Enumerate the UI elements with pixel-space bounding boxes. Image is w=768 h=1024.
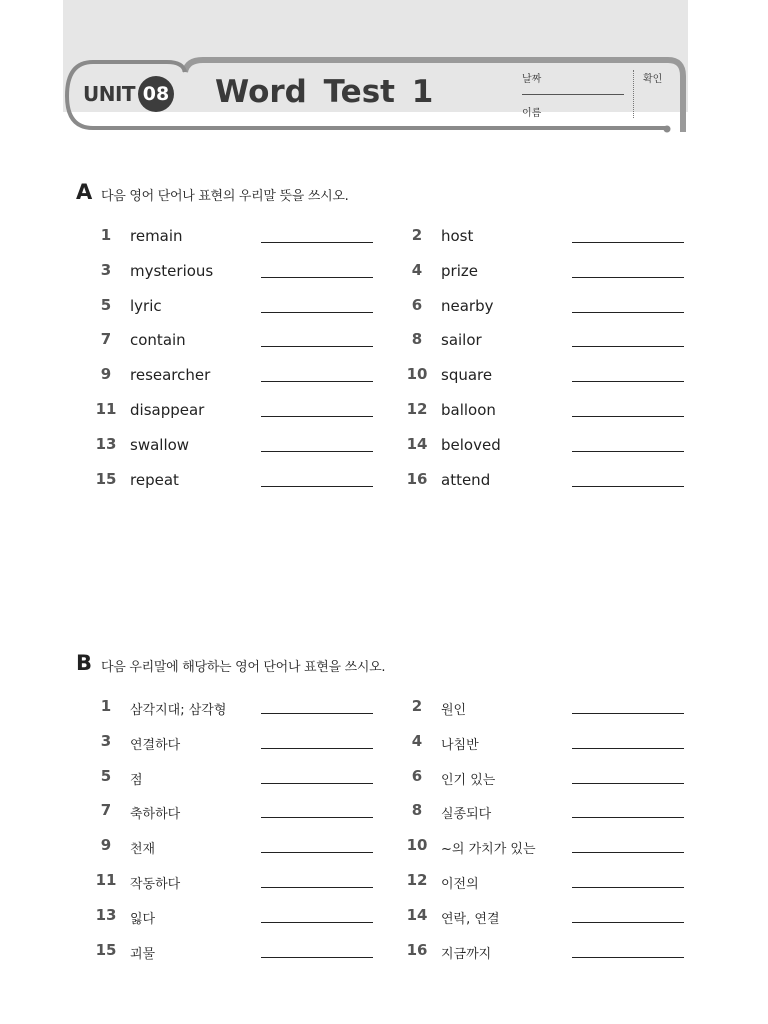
unit-label: UNIT	[83, 82, 136, 106]
item-prompt: 괴물	[130, 946, 156, 962]
item-prompt: beloved	[441, 435, 501, 454]
item-prompt: 잃다	[130, 911, 156, 927]
item-number: 15	[95, 469, 117, 488]
item-number: 6	[411, 295, 423, 314]
section-b-letter: B	[76, 651, 93, 675]
item-number: 16	[406, 469, 428, 488]
item-number: 14	[406, 905, 428, 924]
item-prompt: 이전의	[441, 877, 479, 892]
item-prompt: square	[441, 366, 493, 385]
item-prompt: 지금까지	[441, 946, 492, 962]
item-prompt: 작동하다	[130, 877, 181, 892]
item-number: 1	[100, 226, 112, 244]
answer-blank[interactable]	[572, 783, 684, 784]
item-number: 5	[100, 295, 112, 314]
item-prompt: mysterious	[130, 261, 214, 280]
item-number: 9	[100, 836, 112, 855]
item-prompt: 축하하다	[130, 807, 181, 823]
answer-blank[interactable]	[261, 451, 373, 452]
answer-blank[interactable]	[572, 242, 684, 243]
item-number: 10	[406, 836, 428, 855]
answer-blank[interactable]	[572, 713, 684, 714]
answer-blank[interactable]	[572, 416, 684, 417]
answer-blank[interactable]	[261, 346, 373, 347]
item-prompt: host	[441, 227, 474, 245]
item-number: 4	[411, 260, 423, 279]
item-number: 13	[95, 905, 117, 924]
item-number: 6	[411, 766, 423, 785]
item-prompt: sailor	[441, 331, 482, 350]
item-prompt: balloon	[441, 401, 496, 419]
item-prompt: ~의 가치가 있는	[441, 842, 536, 858]
answer-blank[interactable]	[261, 957, 373, 958]
item-prompt: 실종되다	[441, 807, 492, 823]
answer-blank[interactable]	[572, 817, 684, 818]
item-prompt: attend	[441, 470, 491, 489]
item-prompt: prize	[441, 261, 478, 280]
answer-blank[interactable]	[572, 922, 684, 923]
item-number: 14	[406, 434, 428, 453]
item-number: 8	[411, 801, 423, 820]
section-a-letter: A	[76, 180, 93, 204]
date-label: 날짜	[522, 74, 542, 85]
dotted-divider	[633, 70, 634, 118]
answer-blank[interactable]	[261, 852, 373, 853]
answer-blank[interactable]	[261, 922, 373, 923]
item-prompt: disappear	[130, 401, 205, 419]
item-number: 11	[95, 871, 117, 889]
section-b-instruction: 다음 우리말에 해당하는 영어 단어나 표현을 쓰시오.	[101, 660, 386, 675]
item-number: 15	[95, 940, 117, 959]
item-prompt: 점	[130, 772, 143, 788]
item-prompt: 삼각지대; 삼각형	[130, 703, 227, 718]
unit-number-badge: 08	[138, 76, 174, 112]
answer-blank[interactable]	[261, 381, 373, 382]
item-number: 12	[406, 400, 428, 418]
answer-blank[interactable]	[572, 312, 684, 313]
answer-blank[interactable]	[572, 277, 684, 278]
item-number: 3	[100, 260, 112, 279]
answer-blank[interactable]	[261, 887, 373, 888]
item-number: 3	[100, 731, 112, 750]
item-prompt: 나침반	[441, 737, 479, 753]
item-prompt: nearby	[441, 296, 494, 315]
item-prompt: repeat	[130, 470, 179, 489]
item-number: 4	[411, 731, 423, 750]
check-label: 확인	[643, 74, 663, 85]
date-write-line[interactable]	[522, 94, 624, 95]
answer-blank[interactable]	[572, 957, 684, 958]
answer-blank[interactable]	[572, 346, 684, 347]
name-label: 이름	[522, 108, 542, 119]
answer-blank[interactable]	[261, 713, 373, 714]
answer-blank[interactable]	[261, 242, 373, 243]
answer-blank[interactable]	[261, 783, 373, 784]
item-number: 7	[100, 330, 112, 349]
answer-blank[interactable]	[572, 852, 684, 853]
item-number: 5	[100, 766, 112, 785]
item-number: 10	[406, 365, 428, 384]
answer-blank[interactable]	[261, 416, 373, 417]
answer-blank[interactable]	[572, 451, 684, 452]
item-prompt: remain	[130, 227, 183, 245]
item-number: 9	[100, 365, 112, 384]
item-prompt: 연락, 연결	[441, 911, 500, 927]
item-number: 8	[411, 330, 423, 349]
item-prompt: swallow	[130, 435, 190, 454]
item-prompt: researcher	[130, 366, 211, 385]
answer-blank[interactable]	[261, 486, 373, 487]
page-title: Word Test 1	[215, 74, 434, 110]
item-prompt: 천재	[130, 842, 156, 858]
answer-blank[interactable]	[261, 748, 373, 749]
answer-blank[interactable]	[261, 277, 373, 278]
item-prompt: contain	[130, 331, 186, 350]
item-prompt: 연결하다	[130, 737, 181, 753]
answer-blank[interactable]	[572, 887, 684, 888]
item-number: 13	[95, 434, 117, 453]
item-number: 2	[411, 226, 423, 244]
answer-blank[interactable]	[572, 381, 684, 382]
answer-blank[interactable]	[572, 486, 684, 487]
item-number: 7	[100, 801, 112, 820]
item-number: 12	[406, 871, 428, 889]
item-number: 1	[100, 697, 112, 715]
section-a-instruction: 다음 영어 단어나 표현의 우리말 뜻을 쓰시오.	[101, 189, 349, 204]
answer-blank[interactable]	[261, 312, 373, 313]
worksheet-header	[63, 56, 688, 136]
item-prompt: 원인	[441, 703, 467, 718]
answer-blank[interactable]	[572, 748, 684, 749]
item-number: 16	[406, 940, 428, 959]
item-number: 2	[411, 697, 423, 715]
item-number: 11	[95, 400, 117, 418]
item-prompt: lyric	[130, 296, 162, 315]
item-prompt: 인기 있는	[441, 772, 496, 788]
answer-blank[interactable]	[261, 817, 373, 818]
